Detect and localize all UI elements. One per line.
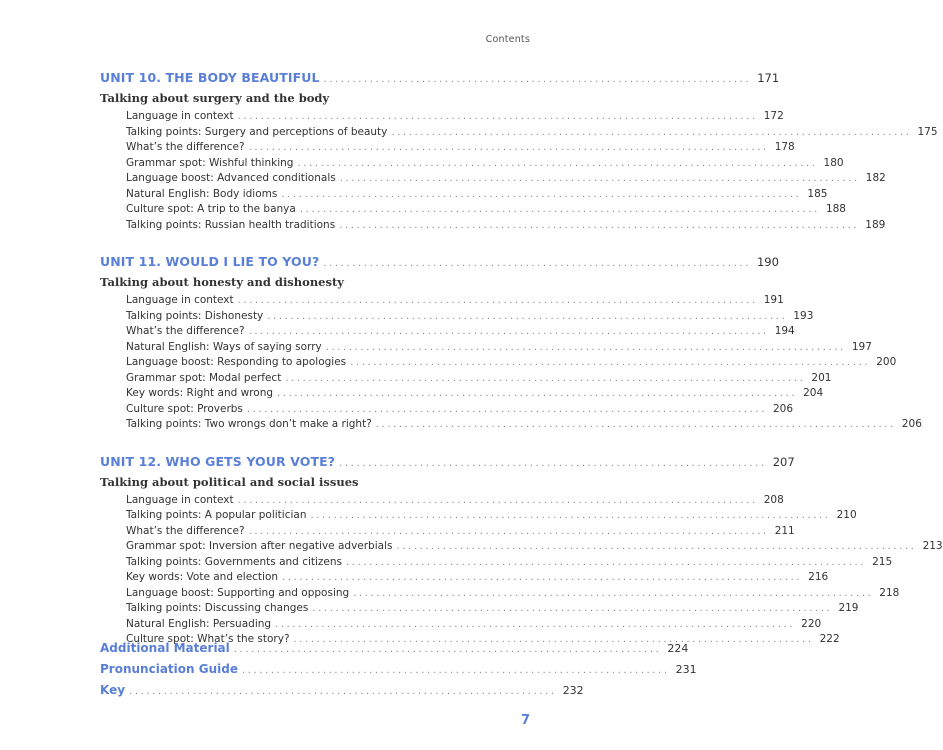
toc-entry[interactable] xyxy=(100,309,814,326)
entry-label: Grammar spot: Inversion after negative adverbials xyxy=(126,540,393,552)
entry-label: Language in context xyxy=(126,110,234,122)
entry-label: Talking points: Russian health traditions xyxy=(126,218,336,231)
toc-entry[interactable] xyxy=(100,402,794,419)
entry-page: 204 xyxy=(803,387,824,399)
entry-page: 188 xyxy=(825,203,846,215)
leader-dots: .......................................................................................... xyxy=(237,295,758,306)
entry-label: Natural English: Body idioms xyxy=(126,187,278,200)
unit-subtitle: Talking about political and social issues xyxy=(100,474,359,489)
unit-block xyxy=(100,254,922,434)
toc-entry[interactable] xyxy=(100,617,822,634)
unit-title: UNIT 10. THE BODY BEAUTIFUL xyxy=(100,70,320,85)
toc-entry[interactable] xyxy=(100,418,922,434)
leader-dots: .......................................................................................... xyxy=(353,587,874,599)
appendix-page: 232 xyxy=(562,684,584,697)
appendix-list xyxy=(100,641,697,704)
leader-dots: .......................................................................................... xyxy=(248,525,769,537)
entry-label: Culture spot: A trip to the banya xyxy=(126,203,296,215)
appendix-label: Additional Material xyxy=(100,641,230,655)
leader-dots: .......................................................................................... xyxy=(285,372,806,384)
entry-label: Language boost: Supporting and opposing xyxy=(126,586,350,599)
toc-entry[interactable] xyxy=(100,493,784,510)
toc-entry[interactable] xyxy=(100,125,938,142)
entry-label: What’s the difference? xyxy=(126,141,245,153)
entry-page: 193 xyxy=(793,309,814,322)
leader-dots: .......................................................................................... xyxy=(299,204,820,215)
leader-dots: .......................................................................................... xyxy=(275,618,796,630)
entry-page: 185 xyxy=(807,187,828,200)
appendix-label: Pronunciation Guide xyxy=(100,662,238,676)
unit-heading-row[interactable] xyxy=(100,70,780,88)
entry-page: 182 xyxy=(865,172,886,184)
entry-label: Language boost: Advanced conditionals xyxy=(126,172,336,184)
entry-page: 213 xyxy=(922,540,943,552)
entry-label: What’s the difference? xyxy=(126,325,245,337)
unit-subtitle: Talking about honesty and dishonesty xyxy=(100,275,344,289)
toc-entry[interactable] xyxy=(100,325,795,341)
toc-entry[interactable] xyxy=(100,509,857,525)
entry-page: 189 xyxy=(865,218,886,231)
entry-page: 194 xyxy=(774,325,795,337)
entry-page: 218 xyxy=(879,586,900,599)
toc-entry[interactable] xyxy=(100,540,943,556)
toc-entry[interactable] xyxy=(100,110,784,126)
leader-dots: .......................................................................................... xyxy=(339,173,860,184)
entry-page: 215 xyxy=(872,555,893,568)
toc-entry[interactable] xyxy=(100,187,828,204)
leader-dots: .......................................................................................... xyxy=(375,419,896,430)
leader-dots: .......................................................................................... xyxy=(248,142,769,153)
toc-entry[interactable] xyxy=(100,371,832,388)
entry-label: Culture spot: What’s the story? xyxy=(126,633,290,645)
entry-page: 172 xyxy=(763,110,784,122)
unit-title: UNIT 11. WOULD I LIE TO YOU? xyxy=(100,254,320,269)
entry-label: Talking points: Governments and citizens xyxy=(126,555,343,568)
toc-entry[interactable] xyxy=(100,340,872,357)
entry-page: 216 xyxy=(808,571,829,583)
entry-page: 220 xyxy=(801,617,822,630)
leader-dots: .......................................................................................... xyxy=(325,341,846,353)
leader-dots: .......................................................................... xyxy=(129,686,557,697)
entry-page: 175 xyxy=(917,125,938,138)
entry-label: Language in context xyxy=(126,294,234,306)
entry-page: 178 xyxy=(774,141,795,153)
entry-label: Talking points: Two wrongs don’t make a right? xyxy=(126,418,372,430)
toc-entry[interactable] xyxy=(100,203,846,219)
leader-dots: .......................................................................................... xyxy=(248,326,769,337)
leader-dots: .......................................................................................... xyxy=(282,572,803,583)
leader-dots: .......................................................................... xyxy=(339,457,767,469)
entry-label: Natural English: Persuading xyxy=(126,617,272,630)
entry-page: 180 xyxy=(823,156,844,169)
entry-page: 206 xyxy=(773,402,794,415)
toc-entry[interactable] xyxy=(100,218,886,235)
unit-page: 207 xyxy=(772,454,795,469)
leader-dots: .......................................................................... xyxy=(323,258,751,269)
entry-page: 222 xyxy=(819,633,840,645)
unit-page: 190 xyxy=(756,255,779,269)
entry-page: 211 xyxy=(774,524,795,537)
appendix-page: 231 xyxy=(675,663,697,676)
toc-entry[interactable] xyxy=(100,602,859,618)
toc-entry[interactable] xyxy=(100,356,897,372)
entry-label: Language in context xyxy=(126,493,234,506)
entry-label: Natural English: Ways of saying sorry xyxy=(126,340,322,353)
leader-dots: .......................................................................................... xyxy=(396,541,917,552)
appendix-entry[interactable] xyxy=(100,641,689,662)
page-number: 7 xyxy=(520,713,530,728)
appendix-entry[interactable] xyxy=(100,662,697,683)
unit-subtitle: Talking about surgery and the body xyxy=(100,91,330,105)
toc-entry[interactable] xyxy=(100,156,844,173)
toc-entry[interactable] xyxy=(100,294,784,310)
leader-dots: .......................................................................................... xyxy=(310,510,831,521)
entry-label: Talking points: Discussing changes xyxy=(126,602,309,614)
entry-label: Talking points: Dishonesty xyxy=(126,309,264,322)
leader-dots: .......................................................................................... xyxy=(293,634,814,645)
entry-label: Grammar spot: Modal perfect xyxy=(126,371,282,384)
unit-heading-row[interactable] xyxy=(100,254,779,272)
leader-dots: .......................................................................................... xyxy=(237,494,758,506)
toc-entry[interactable] xyxy=(100,524,795,541)
leader-dots: .......................................................................................... xyxy=(237,111,758,122)
entry-page: 210 xyxy=(836,509,857,521)
leader-dots: .......................................................................................... xyxy=(277,388,798,399)
unit-block xyxy=(100,70,938,234)
unit-title: UNIT 12. WHO GETS YOUR VOTE? xyxy=(100,453,336,469)
toc-entry[interactable] xyxy=(100,387,824,403)
leader-dots: .......................................................................... xyxy=(241,665,670,676)
toc-entry[interactable] xyxy=(100,172,886,188)
leader-dots: .......................................................................................... xyxy=(297,157,818,169)
leader-dots: .......................................................................................... xyxy=(267,310,788,322)
leader-dots: .......................................................................................... xyxy=(350,357,871,368)
appendix-entry[interactable] xyxy=(100,683,584,704)
entry-label: Talking points: A popular politician xyxy=(126,509,307,521)
leader-dots: .......................................................................................... xyxy=(246,403,767,415)
leader-dots: .......................................................................... xyxy=(323,74,752,85)
leader-dots: .......................................................................................... xyxy=(391,126,912,138)
leader-dots: .......................................................................................... xyxy=(339,219,860,231)
toc-entry[interactable] xyxy=(100,141,795,157)
entry-label: Talking points: Surgery and perceptions of beauty xyxy=(126,125,388,138)
appendix-label: Key xyxy=(100,683,126,697)
entry-label: Key words: Right and wrong xyxy=(126,387,274,399)
appendix-page: 224 xyxy=(667,642,689,655)
toc-entry[interactable] xyxy=(100,586,900,603)
entry-page: 191 xyxy=(763,294,784,306)
entry-page: 200 xyxy=(876,356,897,368)
entry-page: 219 xyxy=(838,602,859,614)
entry-page: 206 xyxy=(901,418,922,430)
entry-label: What’s the difference? xyxy=(126,524,245,537)
running-header: Contents xyxy=(485,34,530,45)
entry-label: Grammar spot: Wishful thinking xyxy=(126,156,294,169)
entry-label: Key words: Vote and election xyxy=(126,571,279,583)
toc-entry[interactable] xyxy=(100,555,893,572)
entry-page: 208 xyxy=(763,493,784,506)
entry-page: 197 xyxy=(851,340,872,353)
leader-dots: .......................................................................................... xyxy=(281,188,802,200)
toc-entry[interactable] xyxy=(100,571,829,587)
unit-heading-row[interactable] xyxy=(100,453,795,472)
entry-label: Language boost: Responding to apologies xyxy=(126,356,347,368)
leader-dots: .......................................................................... xyxy=(233,644,662,655)
leader-dots: .......................................................................................... xyxy=(312,603,833,614)
leader-dots: .......................................................................................... xyxy=(346,556,867,568)
entry-label: Culture spot: Proverbs xyxy=(126,402,243,415)
entry-page: 201 xyxy=(811,371,832,384)
unit-page: 171 xyxy=(757,71,780,85)
